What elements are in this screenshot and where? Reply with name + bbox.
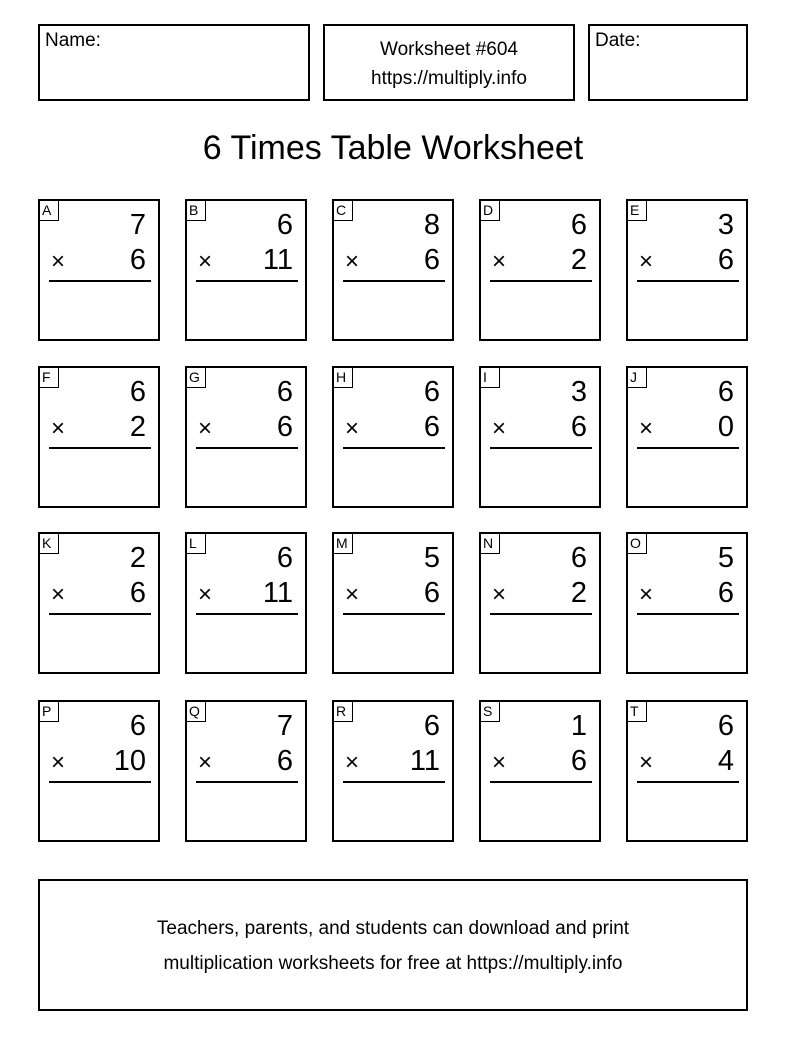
answer-line (637, 613, 739, 615)
problem-letter: O (626, 532, 647, 554)
problem-top-number: 1 (570, 710, 587, 742)
problem-letter: A (38, 199, 59, 221)
problem-top-number: 6 (276, 542, 293, 574)
multiply-sign: × (492, 749, 507, 776)
footer-box (38, 879, 748, 1011)
name-field-box (38, 24, 310, 101)
problem-bottom-number: 2 (129, 411, 146, 443)
multiply-sign: × (198, 415, 213, 442)
problem-top-number: 6 (423, 710, 440, 742)
answer-line (49, 613, 151, 615)
problem-card (185, 700, 307, 842)
problem-bottom-number: 10 (113, 745, 146, 777)
problem-card (332, 532, 454, 674)
page-title: 6 Times Table Worksheet (202, 129, 584, 167)
problem-letter: P (38, 700, 59, 722)
problem-letter: K (38, 532, 59, 554)
multiply-sign: × (345, 749, 360, 776)
multiply-sign: × (639, 581, 654, 608)
multiply-sign: × (345, 581, 360, 608)
problem-bottom-number: 6 (423, 577, 440, 609)
multiply-sign: × (198, 581, 213, 608)
problem-letter: B (185, 199, 206, 221)
footer-line-1: Teachers, parents, and students can download and print (156, 918, 630, 939)
problem-top-number: 2 (129, 542, 146, 574)
answer-line (637, 447, 739, 449)
problem-card (626, 199, 748, 341)
problem-top-number: 6 (570, 209, 587, 241)
answer-line (490, 280, 592, 282)
problem-card (185, 366, 307, 508)
name-label: Name: (45, 30, 101, 51)
multiply-sign: × (492, 581, 507, 608)
problem-bottom-number: 6 (717, 244, 734, 276)
answer-line (490, 447, 592, 449)
multiply-sign: × (51, 749, 66, 776)
problem-letter: Q (185, 700, 206, 722)
problem-letter: E (626, 199, 647, 221)
worksheet-url: https://multiply.info (371, 68, 527, 89)
answer-line (196, 781, 298, 783)
problem-letter: T (626, 700, 647, 722)
problem-card (38, 199, 160, 341)
answer-line (343, 280, 445, 282)
problem-top-number: 3 (717, 209, 734, 241)
problem-letter: N (479, 532, 500, 554)
problem-bottom-number: 6 (423, 244, 440, 276)
answer-line (343, 613, 445, 615)
problem-letter: I (479, 366, 500, 388)
problem-letter: H (332, 366, 353, 388)
problem-top-number: 6 (423, 376, 440, 408)
multiply-sign: × (51, 415, 66, 442)
answer-line (49, 447, 151, 449)
problem-letter: C (332, 199, 353, 221)
multiply-sign: × (345, 415, 360, 442)
problem-card (332, 199, 454, 341)
multiply-sign: × (198, 248, 213, 275)
multiply-sign: × (51, 248, 66, 275)
problem-card (185, 532, 307, 674)
problem-top-number: 3 (570, 376, 587, 408)
problem-top-number: 6 (717, 376, 734, 408)
problem-top-number: 5 (717, 542, 734, 574)
problem-top-number: 7 (276, 710, 293, 742)
problem-bottom-number: 6 (129, 244, 146, 276)
problem-bottom-number: 6 (423, 411, 440, 443)
problem-top-number: 5 (423, 542, 440, 574)
multiply-sign: × (492, 415, 507, 442)
problem-top-number: 6 (717, 710, 734, 742)
answer-line (490, 613, 592, 615)
date-label: Date: (595, 30, 641, 51)
problem-letter: S (479, 700, 500, 722)
problem-card (332, 366, 454, 508)
multiply-sign: × (51, 581, 66, 608)
problem-bottom-number: 6 (276, 411, 293, 443)
problem-top-number: 6 (129, 710, 146, 742)
answer-line (343, 447, 445, 449)
problem-bottom-number: 11 (262, 244, 293, 276)
problem-letter: F (38, 366, 59, 388)
problem-card (38, 700, 160, 842)
answer-line (343, 781, 445, 783)
multiply-sign: × (198, 749, 213, 776)
problem-bottom-number: 6 (276, 745, 293, 777)
problem-card (185, 199, 307, 341)
answer-line (196, 280, 298, 282)
problem-card (479, 199, 601, 341)
problem-top-number: 6 (129, 376, 146, 408)
answer-line (196, 613, 298, 615)
answer-line (637, 781, 739, 783)
problem-top-number: 6 (570, 542, 587, 574)
problem-card (38, 366, 160, 508)
multiply-sign: × (492, 248, 507, 275)
problem-letter: L (185, 532, 206, 554)
problem-letter: R (332, 700, 353, 722)
answer-line (637, 280, 739, 282)
multiply-sign: × (639, 749, 654, 776)
answer-line (196, 447, 298, 449)
problem-card (626, 532, 748, 674)
problem-bottom-number: 2 (570, 577, 587, 609)
problem-bottom-number: 0 (717, 411, 734, 443)
problem-card (38, 532, 160, 674)
problem-letter: M (332, 532, 353, 554)
problem-top-number: 8 (423, 209, 440, 241)
problem-card (626, 700, 748, 842)
worksheet-info-box (323, 24, 575, 101)
problem-card (626, 366, 748, 508)
problem-bottom-number: 6 (129, 577, 146, 609)
problem-top-number: 7 (129, 209, 146, 241)
footer-line-2: multiplication worksheets for free at https://multiply.info (163, 953, 623, 974)
problem-bottom-number: 11 (409, 745, 440, 777)
problem-bottom-number: 6 (570, 411, 587, 443)
problem-card (332, 700, 454, 842)
problem-top-number: 6 (276, 376, 293, 408)
problem-bottom-number: 6 (717, 577, 734, 609)
answer-line (49, 781, 151, 783)
multiply-sign: × (639, 415, 654, 442)
problem-bottom-number: 2 (570, 244, 587, 276)
problem-bottom-number: 11 (262, 577, 293, 609)
problem-card (479, 532, 601, 674)
answer-line (49, 280, 151, 282)
problem-bottom-number: 4 (717, 745, 734, 777)
problem-letter: J (626, 366, 647, 388)
worksheet-number: Worksheet #604 (379, 39, 518, 60)
problem-top-number: 6 (276, 209, 293, 241)
problem-letter: D (479, 199, 500, 221)
answer-line (490, 781, 592, 783)
problem-bottom-number: 6 (570, 745, 587, 777)
problem-card (479, 366, 601, 508)
multiply-sign: × (345, 248, 360, 275)
date-field-box (588, 24, 748, 101)
problem-card (479, 700, 601, 842)
problem-letter: G (185, 366, 206, 388)
multiply-sign: × (639, 248, 654, 275)
